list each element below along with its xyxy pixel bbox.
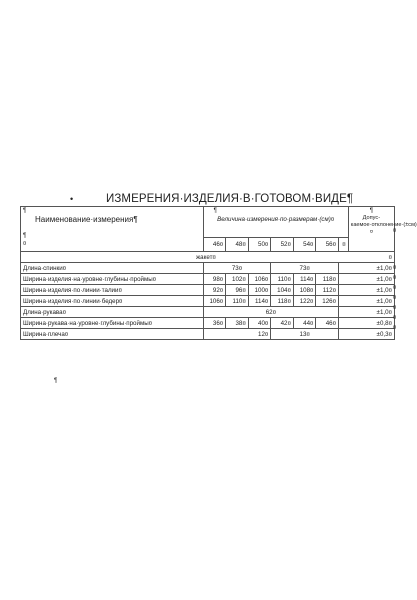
row-tolerance: ±0,8¤ bbox=[339, 318, 395, 329]
table-row bbox=[21, 263, 395, 274]
header-tolerance-mark: ¶ bbox=[369, 208, 373, 214]
header-name-label: Наименование·измерения¶ bbox=[35, 215, 138, 224]
document-title: ИЗМЕРЕНИЯ·ИЗДЕЛИЯ·В·ГОТОВОМ·ВИДЕ¶ bbox=[106, 193, 354, 205]
row-value-full: 62¤ bbox=[203, 307, 338, 318]
row-value: 38¤ bbox=[226, 318, 249, 329]
paragraph-mark-after-table: ¶ bbox=[54, 378, 58, 384]
row-value: 96¤ bbox=[226, 285, 249, 296]
size-48: 48¤ bbox=[226, 238, 249, 252]
row-value-merged: 12¤ bbox=[203, 329, 271, 340]
row-end-mark: ¤ bbox=[393, 285, 397, 291]
size-56: 56¤ bbox=[316, 238, 339, 252]
section-row bbox=[21, 252, 395, 263]
header-size-mark: ¶ bbox=[213, 208, 217, 214]
row-tolerance: ±1,0¤ bbox=[339, 263, 395, 274]
row-value: 42¤ bbox=[271, 318, 294, 329]
row-name: Ширина·изделия·по·линии·талии¤ bbox=[21, 285, 204, 296]
row-end-mark: ¤ bbox=[393, 315, 397, 321]
row-value-merged: 73¤ bbox=[271, 263, 339, 274]
row-value-merged: 13¤ bbox=[271, 329, 339, 340]
row-value: 108¤ bbox=[293, 285, 316, 296]
header-size-label: Величина·измерения·по·размерам·(см)¤ bbox=[217, 216, 335, 223]
header-tolerance-cell bbox=[348, 207, 417, 252]
row-value: 40¤ bbox=[248, 318, 271, 329]
row-name: Длина·спинки¤ bbox=[21, 263, 204, 274]
row-end-mark: ¤ bbox=[393, 275, 397, 281]
section-label-text: жакет¤ bbox=[196, 253, 216, 261]
section-end-mark: ¤ bbox=[388, 253, 392, 261]
header-tolerance-label: Допус-каемое·отклонение·(±см)¤ bbox=[350, 215, 417, 235]
header-name-mark-top: ¶ bbox=[23, 208, 27, 214]
row-tolerance: ±1,0¤ bbox=[339, 285, 395, 296]
row-value: 126¤ bbox=[316, 296, 339, 307]
row-name: Ширина·рукава·на·уровне·глубины·проймы¤ bbox=[21, 318, 204, 329]
header-name-cell bbox=[21, 207, 204, 252]
row-value: 122¤ bbox=[293, 296, 316, 307]
row-name: Ширина·изделия·по·линии·бедер¤ bbox=[21, 296, 204, 307]
row-value: 118¤ bbox=[271, 296, 294, 307]
row-value: 118¤ bbox=[316, 274, 339, 285]
size-50: 50¤ bbox=[248, 238, 271, 252]
row-value: 98¤ bbox=[203, 274, 226, 285]
row-name: Ширина·изделия·на·уровне·глубины·проймы¤ bbox=[21, 274, 204, 285]
row-value: 114¤ bbox=[293, 274, 316, 285]
table-row bbox=[21, 318, 395, 329]
header-name-mark-mid: ¶ bbox=[23, 233, 27, 239]
row-end-mark: ¤ bbox=[393, 305, 397, 311]
row-tolerance: ±1,0¤ bbox=[339, 307, 395, 318]
row-value: 110¤ bbox=[271, 274, 294, 285]
row-value: 46¤ bbox=[316, 318, 339, 329]
header-row bbox=[21, 207, 395, 238]
section-label bbox=[21, 252, 395, 263]
row-tolerance: ±0,3¤ bbox=[339, 329, 395, 340]
row-end-mark: ¤ bbox=[393, 265, 397, 271]
row-value: 106¤ bbox=[248, 274, 271, 285]
row-name: Ширина·плеча¤ bbox=[21, 329, 204, 340]
row-value-merged: 73¤ bbox=[203, 263, 271, 274]
size-54: 54¤ bbox=[293, 238, 316, 252]
row-value: 36¤ bbox=[203, 318, 226, 329]
row-value: 110¤ bbox=[226, 296, 249, 307]
row-value: 44¤ bbox=[293, 318, 316, 329]
row-name: Длина·рукава¤ bbox=[21, 307, 204, 318]
row-value: 92¤ bbox=[203, 285, 226, 296]
size-46: 46¤ bbox=[203, 238, 226, 252]
table-row bbox=[21, 285, 395, 296]
row-tolerance: ±1,0¤ bbox=[339, 274, 395, 285]
row-end-mark: ¤ bbox=[393, 228, 397, 234]
measurements-table bbox=[20, 206, 417, 340]
row-end-mark: ¤ bbox=[393, 325, 397, 331]
row-end-mark: ¤ bbox=[393, 295, 397, 301]
size-52: 52¤ bbox=[271, 238, 294, 252]
table-row bbox=[21, 296, 395, 307]
row-value: 112¤ bbox=[316, 285, 339, 296]
row-tolerance: ±1,0¤ bbox=[339, 296, 395, 307]
row-value: 114¤ bbox=[248, 296, 271, 307]
row-value: 100¤ bbox=[248, 285, 271, 296]
table-row bbox=[21, 307, 395, 318]
table-row bbox=[21, 274, 395, 285]
size-end-mark: ¤ bbox=[339, 238, 349, 252]
header-name-mark-bot: ¤ bbox=[23, 241, 27, 247]
row-value: 102¤ bbox=[226, 274, 249, 285]
title-bullet: • bbox=[70, 194, 74, 204]
header-size-cell bbox=[203, 207, 348, 238]
row-value: 106¤ bbox=[203, 296, 226, 307]
table-row bbox=[21, 329, 395, 340]
row-value: 104¤ bbox=[271, 285, 294, 296]
